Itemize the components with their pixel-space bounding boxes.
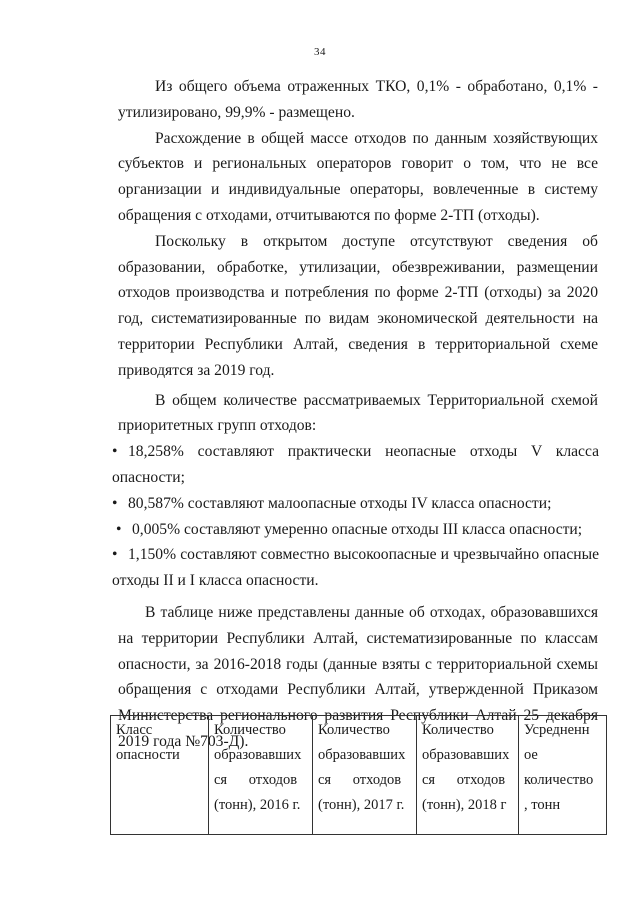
list-item: [112, 491, 598, 517]
bullet-icon: •: [112, 546, 118, 564]
paragraph-table-intro: В таблице ниже представлены данные об отходах, образовавшихся на территории Республики Алтай, систематизированные по классам опасности, за 2016-2018 годы (данные взяты с территориальной схемы обращения с отходами Республики Алтай, утвержденной Приказом Министерства регионального развития Республики Алтай 25 декабря 2019 года №703-Д).: [118, 603, 598, 750]
page-number: 34: [314, 46, 326, 58]
bullet-icon: •: [112, 494, 118, 512]
list-item-text: 80,587% составляют малоопасные отходы IV класса опасности;: [128, 494, 552, 512]
list-item-text: 0,005% составляют умеренно опасные отходы III класса опасности;: [132, 520, 583, 538]
bullet-icon: •: [116, 520, 122, 538]
header-amount-2018: Количество образовавших ся отходов (тонн), 2018 г: [417, 716, 519, 835]
header-average-amount: Усредненн ое количество , тонн: [519, 716, 607, 835]
paragraph-line: Из общего объема отраженных ТКО, 0,1% - обработано, 0,1% -: [155, 78, 598, 95]
bullet-list: [0, 439, 598, 594]
paragraph-priority-groups: В общем количестве рассматриваемых Территориальной схемой приоритетных групп отходов:: [118, 391, 598, 435]
list-item: [116, 517, 598, 543]
paragraph-processing-summary: [118, 74, 598, 100]
header-amount-2016: Количество образовавших ся отходов (тонн), 2016 г.: [209, 716, 313, 835]
table-header-row: [111, 716, 607, 835]
header-amount-2017: Количество образовавших ся отходов (тонн), 2017 г.: [313, 716, 417, 835]
document-body: [112, 74, 599, 755]
list-item: [112, 439, 599, 491]
hazard-class-table: [110, 715, 607, 835]
list-item-text: 18,258% составляют практически неопасные отходы V класса опасности;: [112, 443, 599, 486]
list-item: [112, 542, 599, 594]
paragraph-discrepancy: Расхождение в общей массе отходов по данным хозяйствующих субъектов и региональных операторов говорит о том, что не все организации и индивидуальные операторы, вовлеченные в систему обращения с отходами, отчитываются по форме 2-ТП (отходы).: [118, 129, 598, 224]
bullet-icon: •: [112, 443, 118, 461]
list-item-text: 1,150% составляют совместно высокоопасные и чрезвычайно опасные отходы II и I класса опасности.: [112, 546, 599, 590]
paragraph-data-availability: Поскольку в открытом доступе отсутствуют сведения об образовании, обработке, утилизации, обезвреживании, размещении отходов производства и потребления по форме 2-ТП (отходы) за 2020 год, систематизированные по видам экономической деятельности на территории Республики Алтай, сведения в территориальной схеме приводятся за 2019 год.: [118, 232, 598, 379]
paragraph-line: утилизировано, 99,9% - размещено.: [118, 103, 355, 121]
header-hazard-class: Класс опасности: [111, 716, 209, 835]
